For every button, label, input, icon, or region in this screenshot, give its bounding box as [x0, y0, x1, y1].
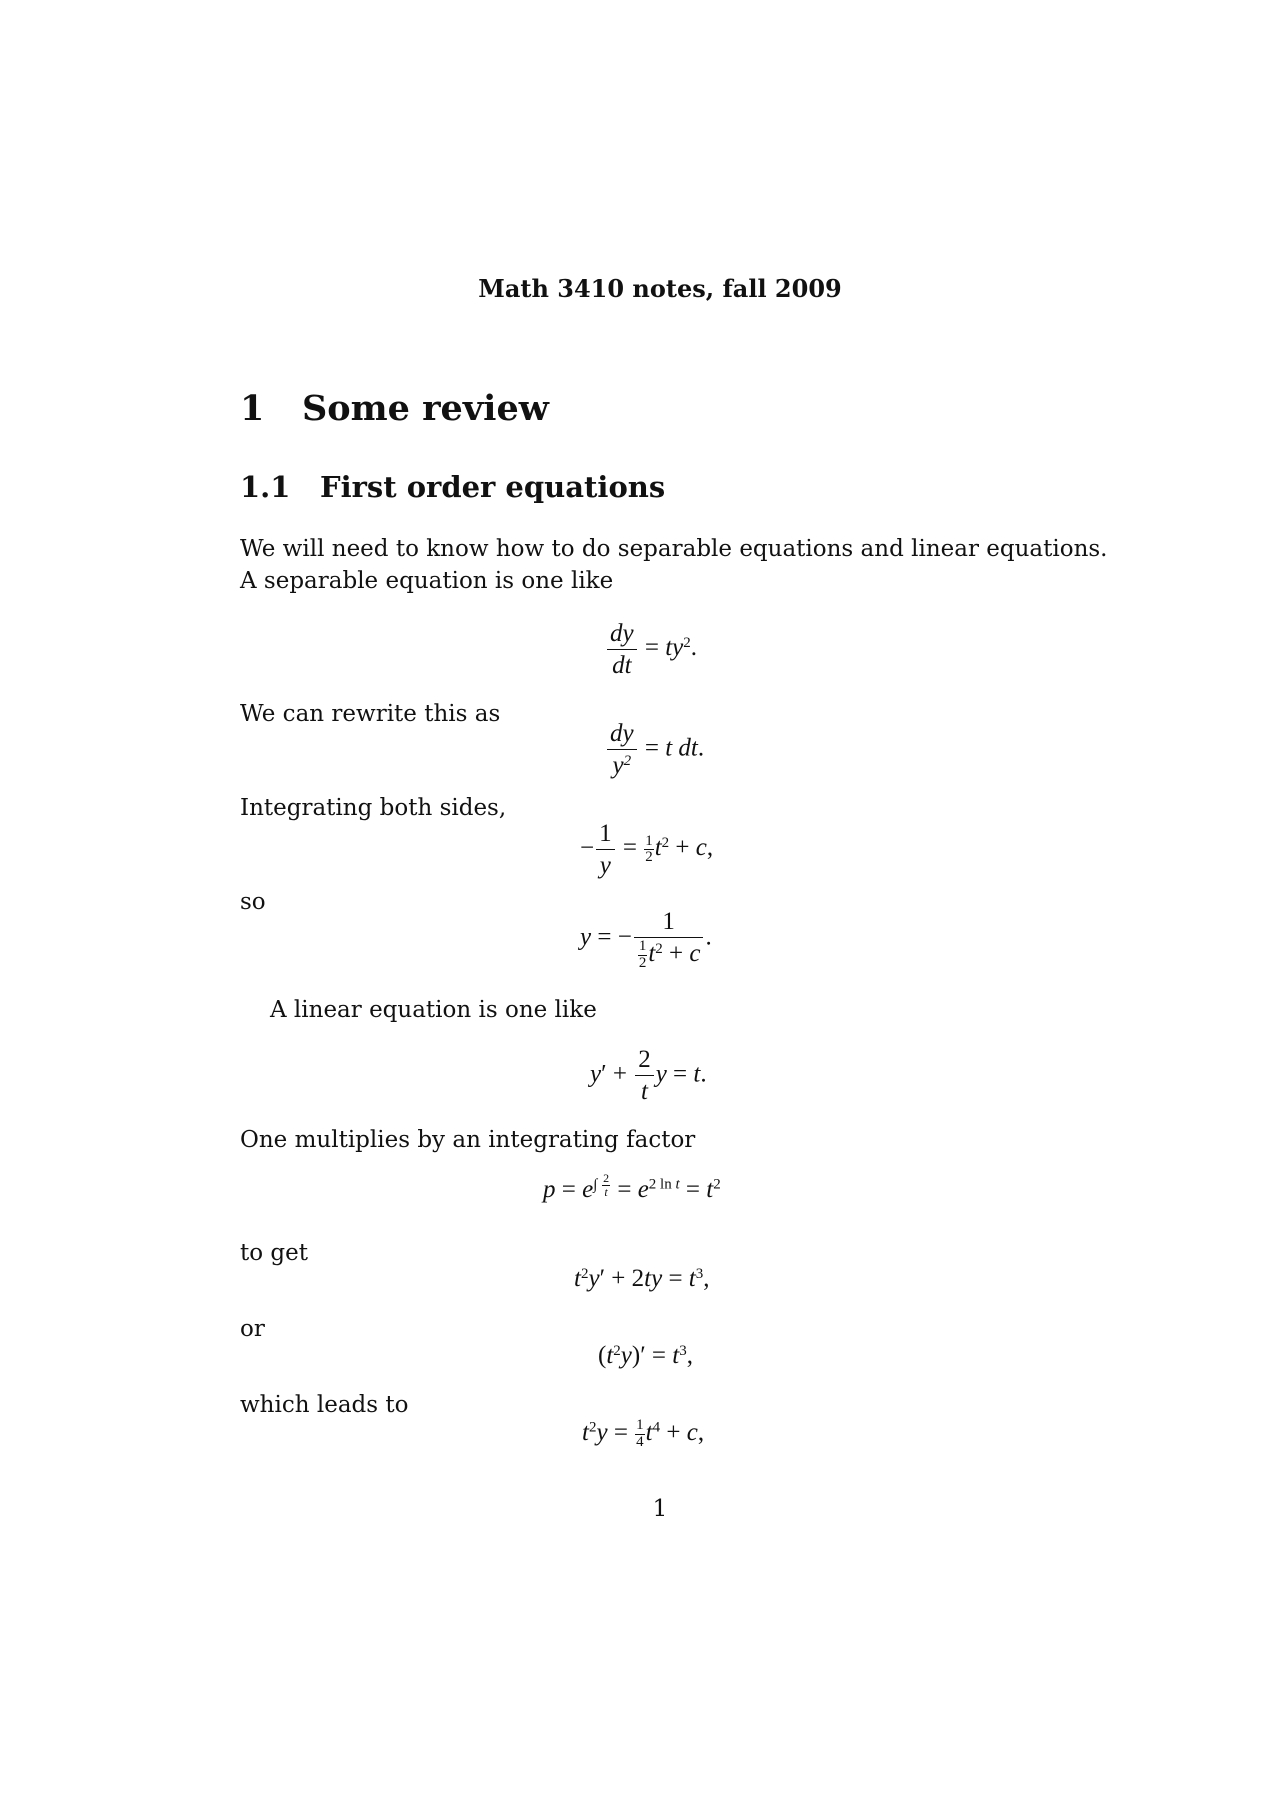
- fraction-numerator: dy: [607, 718, 637, 750]
- period: .: [705, 923, 712, 951]
- paragraph-multiplies: One multiplies by an integrating factor: [240, 1127, 696, 1153]
- paragraph-or: or: [240, 1316, 265, 1342]
- fraction-denominator: y: [599, 852, 611, 880]
- subsection-title: First order equations: [320, 470, 666, 504]
- subsection-heading: [240, 470, 665, 504]
- paragraph-so: so: [240, 889, 266, 915]
- paragraph-linear-intro: A linear equation is one like: [270, 997, 597, 1023]
- document-title: Math 3410 notes, fall 2009: [478, 274, 842, 303]
- subsection-number: 1.1: [240, 470, 291, 504]
- fraction: [607, 718, 637, 782]
- fraction-denominator: dt: [612, 652, 632, 680]
- fraction-numerator: dy: [607, 618, 637, 650]
- section-heading: [240, 388, 549, 429]
- equation-rhs: = $\frac{1}{2}$ $t^2 + c$,: [622, 832, 714, 866]
- fraction-numerator: 1: [596, 818, 615, 850]
- paragraph-line: We will need to know how to do separable equations and linear equations.: [240, 536, 1108, 562]
- fraction-denominator: $\frac{1}{2}$ $t^2 + c$: [638, 938, 701, 972]
- paragraph-integrating: Integrating both sides,: [240, 795, 507, 821]
- equation-final: $t^2y$ = $\frac{1}{4}$ $t^4 + c$,: [582, 1417, 705, 1450]
- fraction: [607, 618, 637, 682]
- paragraph-to-get: to get: [240, 1240, 308, 1266]
- minus-sign: −: [580, 834, 595, 862]
- equation-lhs: y = −: [580, 923, 632, 951]
- fraction-numerator: 1: [634, 906, 704, 938]
- equation-rhs: = t dt.: [644, 734, 705, 762]
- equation-integrating-factor: $p = e^{\int \frac{2}{t}}$ = $e^{2 ln t} = t^2$: [543, 1171, 721, 1203]
- equation-solution-y: [580, 906, 712, 972]
- equation-rhs: = $ty^2$.: [644, 634, 698, 662]
- equation-product-rule: $(t^2y)' = t^3$,: [598, 1342, 693, 1369]
- fraction-denominator: $y^2$: [612, 752, 632, 780]
- page-number: 1: [652, 1496, 668, 1522]
- fraction: [596, 818, 615, 882]
- fraction: [634, 906, 704, 972]
- equation-integrated: [580, 818, 713, 882]
- paragraph-leads-to: which leads to: [240, 1392, 409, 1418]
- equation-linear: y′ + $\frac{2}{t}$ y = t.: [590, 1044, 707, 1108]
- equation-rewritten: [605, 718, 704, 782]
- fraction: $\frac{2}{t}$: [635, 1044, 654, 1108]
- section-title: Some review: [302, 388, 549, 429]
- equation-separable: [605, 618, 697, 682]
- paragraph-line: A separable equation is one like: [240, 568, 614, 594]
- section-number: 1: [240, 388, 265, 429]
- paragraph-rewrite: We can rewrite this as: [240, 701, 501, 727]
- equation-multiplied: $t^2y' + 2ty = t^3$,: [574, 1265, 710, 1292]
- paragraph-intro: [240, 533, 1108, 597]
